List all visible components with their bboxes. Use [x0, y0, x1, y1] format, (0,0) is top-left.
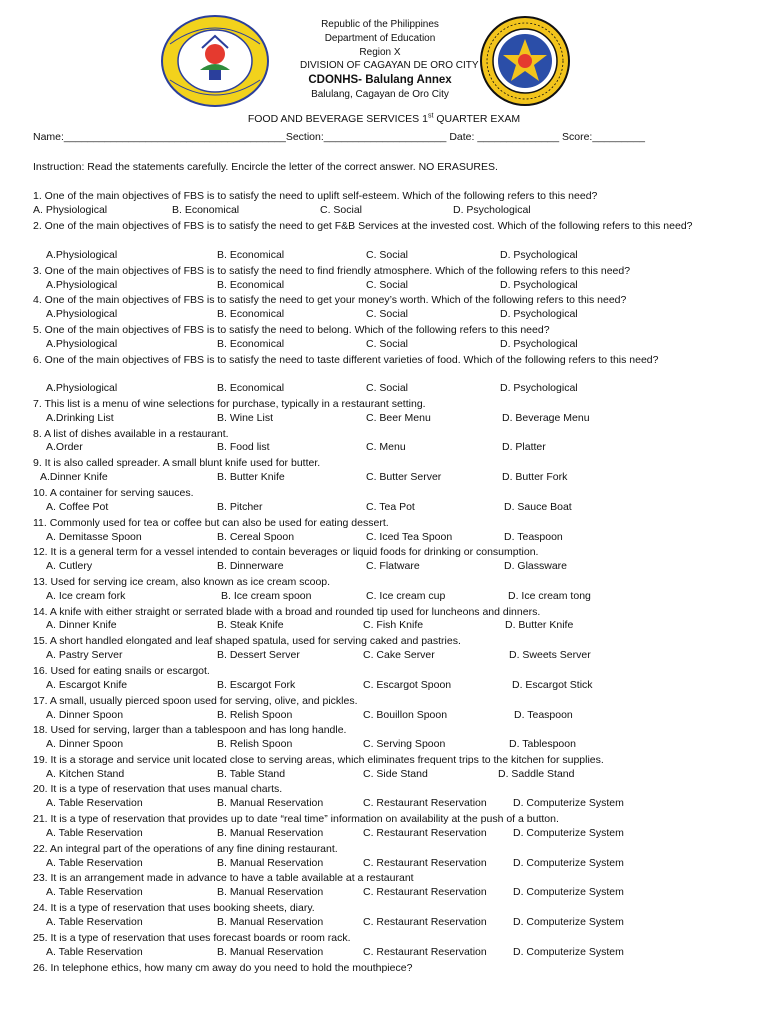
question-6-option-a[interactable]: A.Physiological — [46, 382, 118, 394]
question-24-option-a[interactable]: A. Table Reservation — [46, 916, 143, 928]
question-18-option-b[interactable]: B. Relish Spoon — [217, 738, 293, 750]
question-22-option-a[interactable]: A. Table Reservation — [46, 857, 143, 869]
question-1-text: 1. One of the main objectives of FBS is to satisfy the need to uplift self-esteem. Which of the following refers to this need? — [33, 190, 598, 202]
question-22-option-c[interactable]: C. Restaurant Reservation — [363, 857, 487, 869]
question-16-text: 16. Used for eating snails or escargot. — [33, 665, 210, 677]
question-12-option-c[interactable]: C. Flatware — [366, 560, 420, 572]
question-3-option-c[interactable]: C. Social — [366, 279, 409, 291]
question-24-option-d[interactable]: D. Computerize System — [513, 916, 624, 928]
question-2-option-d[interactable]: D. Psychological — [500, 249, 578, 261]
question-3-text: 3. One of the main objectives of FBS is to satisfy the need to find friendly atmosphere. Which of the following refers to this need? — [33, 265, 631, 277]
question-22-text: 22. An integral part of the operations of any fine dining restaurant. — [33, 843, 338, 855]
question-17-text: 17. A small, usually pierced spoon used for serving, olive, and pickles. — [33, 695, 358, 707]
question-3-option-d[interactable]: D. Psychological — [500, 279, 578, 291]
question-2-option-b[interactable]: B. Economical — [217, 249, 285, 261]
question-12-text: 12. It is a general term for a vessel intended to contain beverages or liquid foods for drinking or consumption. — [33, 546, 539, 558]
question-19-option-d[interactable]: D. Saddle Stand — [498, 768, 575, 780]
question-16-option-c[interactable]: C. Escargot Spoon — [363, 679, 452, 691]
question-1-option-c[interactable]: C. Social — [320, 204, 363, 216]
header-line-republic: Republic of the Philippines — [321, 19, 439, 30]
question-20-option-b[interactable]: B. Manual Reservation — [217, 797, 324, 809]
question-19-text: 19. It is a storage and service unit located close to serving areas, which eliminates frequent trips to the kitchen for supplies. — [33, 754, 604, 766]
question-24-option-c[interactable]: C. Restaurant Reservation — [363, 916, 487, 928]
question-8-option-c[interactable]: C. Menu — [366, 441, 406, 453]
question-8-text: 8. A list of dishes available in a restaurant. — [33, 428, 229, 440]
question-9-option-b[interactable]: B. Butter Knife — [217, 471, 285, 483]
question-25-option-d[interactable]: D. Computerize System — [513, 946, 624, 958]
question-21-option-a[interactable]: A. Table Reservation — [46, 827, 143, 839]
question-24-option-b[interactable]: B. Manual Reservation — [217, 916, 324, 928]
question-5-option-c[interactable]: C. Social — [366, 338, 409, 350]
question-25-text: 25. It is a type of reservation that uses forecast boards or room rack. — [33, 932, 351, 944]
question-18-option-a[interactable]: A. Dinner Spoon — [46, 738, 124, 750]
question-2-option-a[interactable]: A.Physiological — [46, 249, 118, 261]
question-9-text: 9. It is also called spreader. A small blunt knife used for butter. — [33, 457, 321, 469]
question-15-option-c[interactable]: C. Cake Server — [363, 649, 435, 661]
question-10-option-d[interactable]: D. Sauce Boat — [504, 501, 572, 513]
question-16-option-d[interactable]: D. Escargot Stick — [512, 679, 593, 691]
header-line-division: DIVISION OF CAGAYAN DE ORO CITY — [300, 60, 479, 71]
question-15-text: 15. A short handled elongated and leaf shaped spatula, used for serving caked and pastries. — [33, 635, 461, 647]
question-18-option-c[interactable]: C. Serving Spoon — [363, 738, 446, 750]
question-23-option-d[interactable]: D. Computerize System — [513, 886, 624, 898]
question-1-option-a[interactable]: A. Physiological — [33, 204, 108, 216]
question-10-option-b[interactable]: B. Pitcher — [217, 501, 263, 513]
question-22-option-b[interactable]: B. Manual Reservation — [217, 857, 324, 869]
question-14-option-a[interactable]: A. Dinner Knife — [46, 619, 117, 631]
question-15-option-b[interactable]: B. Dessert Server — [217, 649, 300, 661]
question-9-option-a[interactable]: A.Dinner Knife — [40, 471, 108, 483]
question-14-text: 14. A knife with either straight or serrated blade with a broad and rounded tip used for luncheons and dinners. — [33, 606, 541, 618]
question-13-option-b[interactable]: B. Ice cream spoon — [221, 590, 312, 602]
question-3-option-a[interactable]: A.Physiological — [46, 279, 118, 291]
question-21-option-b[interactable]: B. Manual Reservation — [217, 827, 324, 839]
question-17-option-c[interactable]: C. Bouillon Spoon — [363, 709, 448, 721]
question-2-option-c[interactable]: C. Social — [366, 249, 409, 261]
question-12-option-d[interactable]: D. Glassware — [504, 560, 568, 572]
name-section-date-score-line: Name:______________________________________Section:_____________________ Date: ______________ Score:_________ — [33, 131, 645, 143]
question-6-option-b[interactable]: B. Economical — [217, 382, 285, 394]
question-5-text: 5. One of the main objectives of FBS is to satisfy the need to belong. Which of the following refers to this need? — [33, 324, 550, 336]
question-21-text: 21. It is a type of reservation that provides up to date “real time” information on availability at the push of a button. — [33, 813, 559, 825]
question-20-option-d[interactable]: D. Computerize System — [513, 797, 624, 809]
question-13-text: 13. Used for serving ice cream, also known as ice cream scoop. — [33, 576, 331, 588]
question-20-text: 20. It is a type of reservation that uses manual charts. — [33, 783, 283, 795]
question-4-option-b[interactable]: B. Economical — [217, 308, 285, 320]
question-7-option-a[interactable]: A.Drinking List — [46, 412, 114, 424]
question-1-option-b[interactable]: B. Economical — [172, 204, 240, 216]
question-15-option-a[interactable]: A. Pastry Server — [46, 649, 123, 661]
header-line-region: Region X — [359, 47, 401, 58]
question-11-option-d[interactable]: D. Teaspoon — [504, 531, 563, 543]
question-7-option-c[interactable]: C. Beer Menu — [366, 412, 431, 424]
question-10-option-c[interactable]: C. Tea Pot — [366, 501, 415, 513]
question-14-option-d[interactable]: D. Butter Knife — [505, 619, 574, 631]
question-18-option-d[interactable]: D. Tablespoon — [509, 738, 576, 750]
instruction-text: Instruction: Read the statements carefully. Encircle the letter of the correct answer. NO ERASURES. — [33, 161, 498, 173]
question-2-text: 2. One of the main objectives of FBS is to satisfy the need to get F&B Services at the invested cost. Which of the following refers to this need? — [33, 220, 693, 232]
question-18-text: 18. Used for serving, larger than a tablespoon and has long handle. — [33, 724, 347, 736]
question-13-option-d[interactable]: D. Ice cream tong — [508, 590, 591, 602]
question-6-text: 6. One of the main objectives of FBS is to satisfy the need to taste different varieties of food. Which of the following refers to this need? — [33, 354, 659, 366]
exam-title: FOOD AND BEVERAGE SERVICES 1st QUARTER EXAM — [247, 112, 521, 125]
question-13-option-a[interactable]: A. Ice cream fork — [46, 590, 126, 602]
question-5-option-b[interactable]: B. Economical — [217, 338, 285, 350]
question-10-text: 10. A container for serving sauces. — [33, 487, 194, 499]
question-13-option-c[interactable]: C. Ice cream cup — [366, 590, 446, 602]
question-8-option-a[interactable]: A.Order — [46, 441, 83, 453]
question-6-option-c[interactable]: C. Social — [366, 382, 409, 394]
question-5-option-a[interactable]: A.Physiological — [46, 338, 118, 350]
question-8-option-d[interactable]: D. Platter — [502, 441, 546, 453]
question-8-option-b[interactable]: B. Food list — [217, 441, 270, 453]
question-5-option-d[interactable]: D. Psychological — [500, 338, 578, 350]
question-23-option-c[interactable]: C. Restaurant Reservation — [363, 886, 487, 898]
question-24-text: 24. It is a type of reservation that uses booking sheets, diary. — [33, 902, 315, 914]
question-4-text: 4. One of the main objectives of FBS is to satisfy the need to get your money’s worth. Which of the following refers to this need? — [33, 294, 627, 306]
question-23-text: 23. It is an arrangement made in advance to have a table available at a restaurant — [33, 872, 414, 884]
question-21-option-d[interactable]: D. Computerize System — [513, 827, 624, 839]
deped-seal — [479, 15, 571, 107]
question-17-option-b[interactable]: B. Relish Spoon — [217, 709, 293, 721]
question-12-option-a[interactable]: A. Cutlery — [46, 560, 93, 572]
question-9-option-c[interactable]: C. Butter Server — [366, 471, 442, 483]
question-17-option-a[interactable]: A. Dinner Spoon — [46, 709, 124, 721]
header-school-name: CDONHS- Balulang Annex — [308, 74, 452, 86]
question-9-option-d[interactable]: D. Butter Fork — [502, 471, 568, 483]
question-11-option-b[interactable]: B. Cereal Spoon — [217, 531, 295, 543]
question-25-option-b[interactable]: B. Manual Reservation — [217, 946, 324, 958]
question-22-option-d[interactable]: D. Computerize System — [513, 857, 624, 869]
header-line-department: Department of Education — [324, 33, 436, 44]
question-20-option-a[interactable]: A. Table Reservation — [46, 797, 143, 809]
question-10-option-a[interactable]: A. Coffee Pot — [46, 501, 109, 513]
question-19-option-a[interactable]: A. Kitchen Stand — [46, 768, 125, 780]
question-15-option-d[interactable]: D. Sweets Server — [509, 649, 591, 661]
question-19-option-c[interactable]: C. Side Stand — [363, 768, 428, 780]
question-25-option-a[interactable]: A. Table Reservation — [46, 946, 143, 958]
question-7-option-d[interactable]: D. Beverage Menu — [502, 412, 590, 424]
question-16-option-b[interactable]: B. Escargot Fork — [217, 679, 296, 691]
header-address: Balulang, Cagayan de Oro City — [311, 89, 449, 100]
question-16-option-a[interactable]: A. Escargot Knife — [46, 679, 128, 691]
question-6-option-d[interactable]: D. Psychological — [500, 382, 578, 394]
question-11-option-a[interactable]: A. Demitasse Spoon — [46, 531, 142, 543]
question-19-option-b[interactable]: B. Table Stand — [217, 768, 286, 780]
question-12-option-b[interactable]: B. Dinnerware — [217, 560, 284, 572]
question-4-option-c[interactable]: C. Social — [366, 308, 409, 320]
question-14-option-b[interactable]: B. Steak Knife — [217, 619, 284, 631]
question-21-option-c[interactable]: C. Restaurant Reservation — [363, 827, 487, 839]
question-11-option-c[interactable]: C. Iced Tea Spoon — [366, 531, 453, 543]
question-25-option-c[interactable]: C. Restaurant Reservation — [363, 946, 487, 958]
question-4-option-d[interactable]: D. Psychological — [500, 308, 578, 320]
question-17-option-d[interactable]: D. Teaspoon — [514, 709, 573, 721]
question-3-option-b[interactable]: B. Economical — [217, 279, 285, 291]
question-14-option-c[interactable]: C. Fish Knife — [363, 619, 424, 631]
question-4-option-a[interactable]: A.Physiological — [46, 308, 118, 320]
question-23-option-a[interactable]: A. Table Reservation — [46, 886, 143, 898]
question-20-option-c[interactable]: C. Restaurant Reservation — [363, 797, 487, 809]
question-11-text: 11. Commonly used for tea or coffee but can also be used for eating dessert. — [33, 517, 389, 529]
question-26-text: 26. In telephone ethics, how many cm away do you need to hold the mouthpiece? — [33, 962, 413, 974]
question-1-option-d[interactable]: D. Psychological — [453, 204, 531, 216]
question-7-text: 7. This list is a menu of wine selections for purchase, typically in a restaurant setting. — [33, 398, 426, 410]
school-logo — [160, 14, 270, 108]
question-23-option-b[interactable]: B. Manual Reservation — [217, 886, 324, 898]
question-7-option-b[interactable]: B. Wine List — [217, 412, 274, 424]
